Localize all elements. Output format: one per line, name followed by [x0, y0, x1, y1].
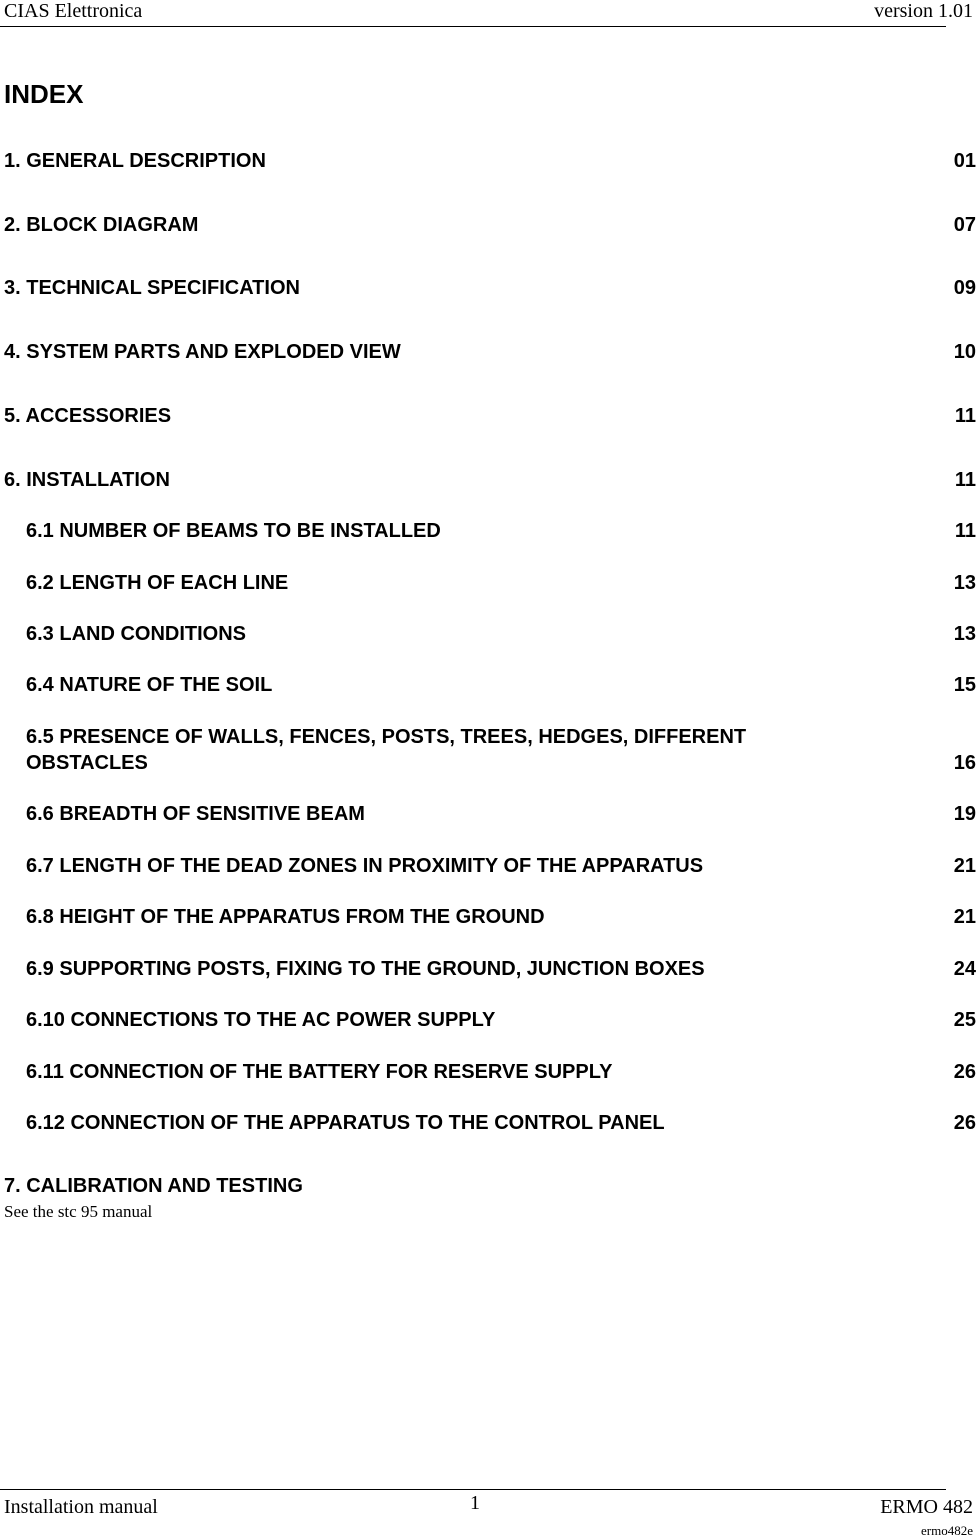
toc-entry-page: 26 — [953, 1061, 976, 1083]
toc-entry-label-line2: OBSTACLES — [26, 752, 148, 774]
footer-doc-code: ermo482e — [921, 1523, 973, 1538]
toc-entry-label: 6.11 CONNECTION OF THE BATTERY FOR RESERVE SUPPLY — [26, 1061, 613, 1083]
toc-entry-page: 19 — [953, 803, 976, 825]
footer-divider — [0, 1489, 946, 1490]
toc-entry-page: 21 — [953, 855, 976, 877]
toc-entry-page: 21 — [953, 906, 976, 928]
header-version: version 1.01 — [874, 0, 973, 22]
toc-entry-label: 6.12 CONNECTION OF THE APPARATUS TO THE CONTROL PANEL — [26, 1112, 665, 1134]
toc-entry-label: 6. INSTALLATION — [4, 469, 170, 491]
toc-entry-page: 11 — [954, 405, 976, 427]
toc-entry-label: 6.3 LAND CONDITIONS — [26, 623, 247, 645]
toc-entry-label: 6.7 LENGTH OF THE DEAD ZONES IN PROXIMITY OF THE APPARATUS — [26, 855, 704, 877]
toc-entry-label: 6.6 BREADTH OF SENSITIVE BEAM — [26, 803, 365, 825]
section-7-heading: 7. CALIBRATION AND TESTING — [4, 1175, 303, 1197]
toc-entry-label: 1. GENERAL DESCRIPTION — [4, 150, 266, 172]
toc-entry-label: 6.1 NUMBER OF BEAMS TO BE INSTALLED — [26, 520, 441, 542]
toc-entry-page: 24 — [953, 958, 976, 980]
page-title: INDEX — [4, 79, 84, 109]
toc-entry-page: 10 — [953, 341, 976, 363]
toc-entry-label: 4. SYSTEM PARTS AND EXPLODED VIEW — [4, 341, 401, 363]
toc-entry-page: 13 — [953, 623, 976, 645]
toc-entry-page: 15 — [953, 674, 976, 696]
toc-entry-page: 11 — [954, 469, 976, 491]
footer-doc-type: Installation manual — [4, 1496, 158, 1518]
toc-entry-page: 13 — [953, 572, 976, 594]
toc-entry-page: 25 — [953, 1009, 976, 1031]
toc-entry-label: 6.2 LENGTH OF EACH LINE — [26, 572, 289, 594]
footer-page-number: 1 — [470, 1492, 480, 1514]
toc-entry-label: 6.4 NATURE OF THE SOIL — [26, 674, 273, 696]
toc-entry-page: 26 — [953, 1112, 976, 1134]
toc-entry-page: 11 — [954, 520, 976, 542]
section-7-note: See the stc 95 manual — [4, 1202, 153, 1221]
toc-entry-page: 01 — [953, 150, 976, 172]
toc-entry-label: 3. TECHNICAL SPECIFICATION — [4, 277, 300, 299]
header-company: CIAS Elettronica — [4, 0, 143, 22]
toc-entry-label: 6.10 CONNECTIONS TO THE AC POWER SUPPLY — [26, 1009, 496, 1031]
toc-entry-page: 07 — [953, 214, 976, 236]
toc-entry-label: 2. BLOCK DIAGRAM — [4, 214, 199, 236]
toc-entry-page: 09 — [953, 277, 976, 299]
toc-entry-label: 6.8 HEIGHT OF THE APPARATUS FROM THE GROUND — [26, 906, 545, 928]
toc-entry-page: 16 — [953, 752, 976, 774]
footer-product: ERMO 482 — [880, 1496, 973, 1518]
header-divider — [0, 26, 946, 27]
toc-entry-label: 6.9 SUPPORTING POSTS, FIXING TO THE GROUND, JUNCTION BOXES — [26, 958, 705, 980]
toc-entry-label: 5. ACCESSORIES — [4, 405, 172, 427]
toc-entry-label-line1: 6.5 PRESENCE OF WALLS, FENCES, POSTS, TREES, HEDGES, DIFFERENT — [26, 726, 747, 748]
